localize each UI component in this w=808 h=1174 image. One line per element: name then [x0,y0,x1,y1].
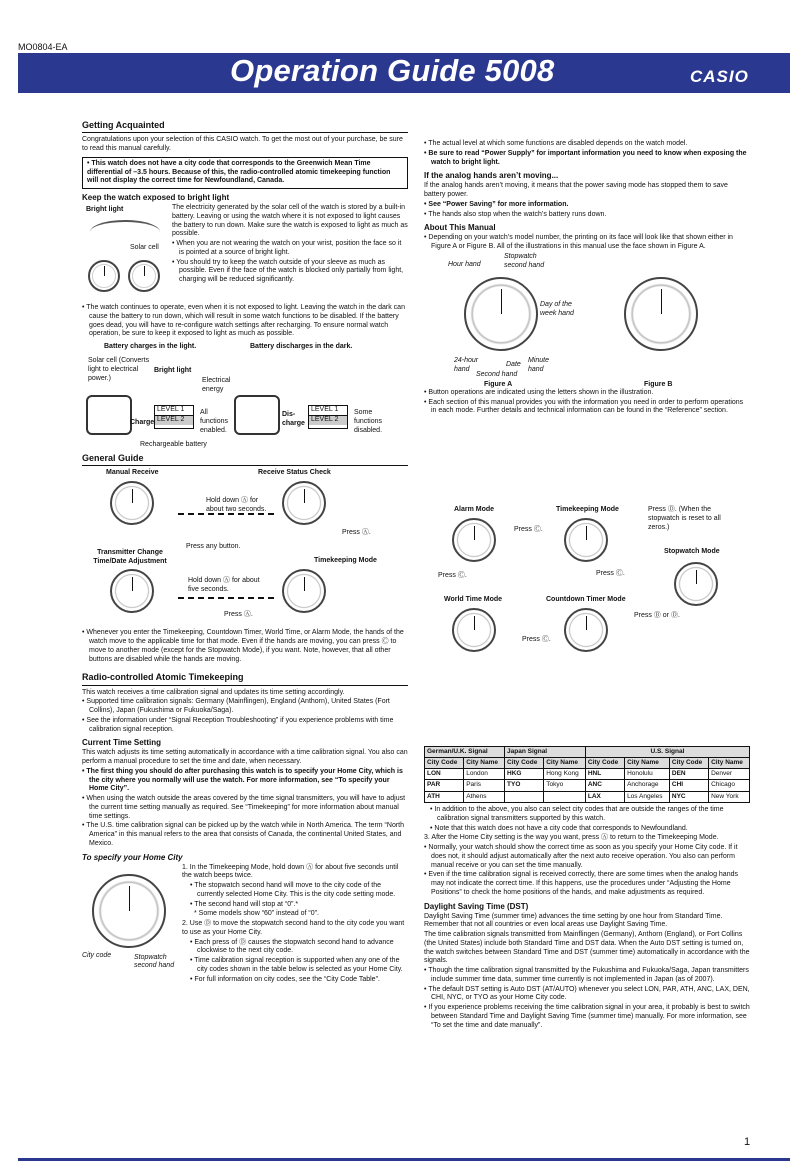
mode-label: Stopwatch Mode [664,548,720,555]
figure-label: City code [82,951,112,959]
table-row [425,780,750,791]
cell [544,791,586,802]
light-figure [82,204,168,304]
wrist-icon [90,220,160,244]
paragraph: If the analog hands aren’t moving, it means that the power saving mode has stopped them to save battery power. [424,182,728,198]
mode-label: Timekeeping Mode [556,506,619,513]
instruction: Press Ⓒ. [514,526,543,533]
left-column [82,120,408,985]
battery-gauge [154,405,194,429]
figure-label: Solar cell [130,244,159,251]
cell: NYC [669,791,708,802]
bullet: • In addition to the above, you also can select city codes that are outside the ranges of the time calibration signal transmitters supported by this watch. [430,806,724,822]
general-guide-figure [82,469,408,629]
battery-gauge [308,405,348,429]
table-header: Japan Signal [505,747,586,758]
bullet: • The actual level at which some functions are disabled depends on the watch model. [424,140,688,147]
figure-label: Electrical energy [202,377,231,393]
paragraph: This watch receives a time calibration signal and updates its time setting accordingly. [82,688,345,696]
page-title: Operation Guide 5008 [230,53,555,88]
arrow [178,513,274,515]
cell: TYO [505,780,544,791]
watch-icon [92,874,166,948]
watch-icon [624,277,698,351]
subheading: About This Manual [424,223,496,233]
watch-icon [128,260,160,292]
bullet: • For full information on city codes, see the “City Code Table”. [190,975,380,983]
bullet: • You should try to keep the watch outside of your sleeve as much as possible. Even if the face of the watch is blocked only partially from light, charging will be reduced significantly. [172,258,404,283]
figure-label: Bright light [154,367,192,374]
col-header: City Code [585,758,624,769]
paragraph: Daylight Saving Time (summer time) advances the time setting by one hour from Standard Time. Remember that not all countries or even local areas use Daylight Saving Time. [424,912,723,929]
figure-label: Bright light [86,206,124,213]
figure-label: Charge [130,419,155,426]
watch-icon [464,277,538,351]
city-table-wrap [424,746,750,803]
watch-icon [110,569,154,613]
arrow [178,597,274,599]
document-code: MO0804-EA [18,42,68,52]
watch-icon [86,395,132,435]
figure-label: Some functions disabled. [354,409,383,434]
cell: Chicago [709,780,750,791]
figure-caption: Figure A [484,380,513,388]
instruction: Press Ⓒ. [596,570,625,577]
cell: HNL [585,769,624,780]
col-header: City Name [625,758,670,769]
mode-label: World Time Mode [444,596,503,603]
cell: Hong Kong [544,769,586,780]
bullet: • The U.S. time calibration signal can be picked up by the watch while in North America. The term “North America” in this manual refers to the area that consists of Canada, the continental United States, and Mexico. [82,822,405,847]
bullet: • Depending on your watch’s model number, the printing on its face will look like that shown either in Figure A or Figure B. All of the illustrations in this manual use the face shown in Figure A. [424,234,733,250]
note-box: • This watch does not have a city code that corresponds to the Greenwich Mean Time differential of –3.5 hours. Because of this, the radio-controlled atomic timekeeping function will not display the correct time for Newfoundland, Canada. [82,157,408,189]
bullet: • Even if the time calibration signal is received correctly, there are some times when the analog hands may not indicate the correct time. If this happens, use the procedures under “Adjusting the Home Positions” to check the home positions of the hands, and make adjustments as required. [424,871,738,896]
step: 2. Use Ⓓ to move the stopwatch second hand to the city code you want to use as your Home City. [182,920,405,936]
col-header: City Name [464,758,505,769]
mode-label: Transmitter Change Time/Date Adjustment [93,549,167,565]
footnote: * Some models show “60” instead of “0”. [194,910,319,918]
bullet: • The hands also stop when the watch’s battery runs down. [424,210,607,218]
figure-label: 24-hour hand [454,356,479,373]
level: LEVEL 1 [155,406,193,416]
subheading: Keep the watch exposed to bright light [82,193,230,202]
instruction: Press Ⓒ. [522,636,551,643]
watch-icon [564,518,608,562]
instruction: Hold down Ⓐ for about two seconds. [206,497,267,513]
watch-icon [452,608,496,652]
bullet: • Normally, your watch should show the correct time as soon as you specify your Home City code. If it does not, it should adjust automatically after the next auto receive operation. You also can perform manual receive or you can set the time manually. [424,844,738,869]
col-header: City Code [669,758,708,769]
figure-label: Minute hand [528,356,550,373]
bullet: • Each press of Ⓓ causes the stopwatch second hand to advance clockwise to the next city code. [190,938,394,955]
page-number: 1 [744,1136,751,1148]
watch-icon [282,481,326,525]
cell: Denver [709,769,750,780]
watch-icon [674,562,718,606]
section-title: General Guide [82,453,408,466]
watch-icon [110,481,154,525]
instruction: Press Ⓒ. [438,572,467,579]
footer-rule [18,1158,790,1161]
mode-diagram [424,506,790,656]
right-column-lower [424,806,750,1031]
subheading: To specify your Home City [82,852,183,862]
mode-label: Timekeeping Mode [314,557,377,565]
cell: Athens [464,791,505,802]
col-header: City Code [425,758,464,769]
level: LEVEL 2 [309,416,347,425]
figure-label: Hour hand [448,260,481,268]
figure-label: Date [506,360,521,368]
cell: LON [425,769,464,780]
paragraph: This watch adjusts its time setting automatically in accordance with a time calibration signal. You also can perform a manual procedure to set the time and date, when necessary. [82,749,408,765]
section-title: Radio-controlled Atomic Timekeeping [82,672,408,685]
paragraph: Congratulations upon your selection of this CASIO watch. To get the most out of your purchase, be sure to read this manual carefully. [82,136,403,152]
bullet: • Note that this watch does not have a city code that corresponds to Newfoundland. [430,824,688,832]
bullet: • The default DST setting is Auto DST (AT/AUTO) whenever you select LON, PAR, ATH, ANC, LAX, DEN, CHI, NYC, or TYO as your Home City code. [424,985,750,1002]
cell: CHI [669,780,708,791]
bullet: • See the information under “Signal Reception Troubleshooting” if you experience problems with time calibration signal reception. [82,716,394,733]
right-column [424,140,750,417]
mode-label: Receive Status Check [258,469,331,477]
bullet: • Though the time calibration signal transmitted by the Fukushima and Fukuoka/Saga, Japan transmitters include summer time data, summer time currently is not implemented in Japan (as of 2007). [424,967,749,983]
step: 1. In the Timekeeping Mode, hold down Ⓐ for about five seconds until the watch beeps twice. [182,863,399,880]
figure-label: All functions enabled. [200,409,229,434]
bullet: • Supported time calibration signals: Germany (Mainflingen), England (Anthorn), United States (Fort Collins), Japan (Fukushima or Fukuoka/Saga). [82,698,390,714]
cell: Paris [464,780,505,791]
mode-label: Alarm Mode [454,506,495,513]
subheading: Current Time Setting [82,738,161,748]
cell: PAR [425,780,464,791]
instruction: Hold down Ⓐ for about five seconds. [188,577,260,593]
cell: New York [709,791,750,802]
bullet: • See “Power Saving” for more information. [424,200,569,208]
level: LEVEL 1 [309,406,347,416]
bullet: • If you experience problems receiving the time calibration signal in your area, it probably is best to switch between Standard Time and Daylight Saving Time (summer time) manually. For more information, see “To set the time and date manually”. [424,1004,750,1029]
cell: ANC [585,780,624,791]
instruction: Press Ⓓ. (When the stopwatch is reset to all zeros.) [648,506,721,531]
bullet: • Each section of this manual provides you with the information you need in order to perform operations in each mode. Further details and technical information can be found in the “Reference” section. [424,398,744,415]
subheading: Daylight Saving Time (DST) [424,901,529,911]
bullet: • Button operations are indicated using the letters shown in the illustration. [424,388,654,396]
col-header: City Name [544,758,586,769]
table-header: U.S. Signal [585,747,749,758]
home-city-figure [82,864,178,974]
city-code-table [424,746,750,803]
instruction: Press Ⓐ. [342,529,371,537]
bullet: • The first thing you should do after purchasing this watch is to specify your Home City, which is the city where you normally will use the watch. For more information, see “To specify your Home City”. [82,767,403,793]
mode-label: Countdown Timer Mode [546,596,626,603]
cell: Los Angeles [625,791,670,802]
cell: London [464,769,505,780]
watch-icon [88,260,120,292]
figure-label: Dis- charge [282,411,305,427]
figure-a-b [424,253,750,389]
cell: DEN [669,769,708,780]
paragraph: The electricity generated by the solar cell of the watch is stored by a built-in battery. Leaving or using the watch where it is not exposed to light causes the battery to run down. Make sure the watch is exposed to light as much as possible. [172,204,408,238]
watch-icon [234,395,280,435]
mode-label: Manual Receive [106,469,159,477]
watch-icon [452,518,496,562]
subheading: If the analog hands aren’t moving... [424,171,559,181]
bullet: • The stopwatch second hand will move to the city code of the currently selected Home City. This is the city code setting mode. [190,882,396,898]
figure-label: Stopwatch second hand [134,953,175,970]
figure-heading: Battery discharges in the dark. [250,343,353,350]
section-title: Getting Acquainted [82,120,408,133]
figure-label: Rechargeable battery [140,441,207,448]
cell: ATH [425,791,464,802]
figure-label: Stopwatch second hand [504,252,545,269]
figure-caption: Figure B [644,380,673,388]
figure-label: Second hand [476,370,518,378]
col-header: City Name [709,758,750,769]
cell: Anchorage [625,780,670,791]
step: 3. After the Home City setting is the way you want, press Ⓐ to return to the Timekeeping Mode. [424,834,719,842]
instruction: Press Ⓐ. [224,611,253,619]
figure-heading: Battery charges in the light. [104,343,197,350]
cell: LAX [585,791,624,802]
col-header: City Code [505,758,544,769]
bullet: • The second hand will stop at “0”.* [190,900,299,908]
watch-icon [282,569,326,613]
bullet: • Time calibration signal reception is supported when any one of the city codes shown in the table below is selected as your Home City. [190,957,403,973]
watch-icon [564,608,608,652]
cell: Tokyo [544,780,586,791]
table-row [425,791,750,802]
bullet: • When you are not wearing the watch on your wrist, position the face so it is pointed at a source of bright light. [172,240,402,256]
cell: HKG [505,769,544,780]
bullet: • The watch continues to operate, even when it is not exposed to light. Leaving the watch in the dark can cause the battery to run down, which will result in some watch functions to be disabled. If the battery goes dead, you will have to re-configure watch settings after recharging. To ensure normal watch operation, be sure to keep it exposed to light as much as possible. [82,304,405,338]
instruction: Press any button. [186,543,241,551]
instruction: Press Ⓑ or Ⓓ. [634,612,680,619]
cell: Honolulu [625,769,670,780]
bullet: • Whenever you enter the Timekeeping, Countdown Timer, World Time, or Alarm Mode, the hands of the watch move to the applicable time for that mode. Even if the hands are moving, you can press Ⓒ to move to another mode (except for the Stopwatch Mode), if you want. Note, however, that all other buttons are disabled while the hands are moving. [82,629,404,663]
figure-label: Solar cell (Converts light to electrical power.) [88,357,150,382]
figure-label: Day of the week hand [540,300,574,317]
cell [505,791,544,802]
table-row [425,769,750,780]
level: LEVEL 2 [155,416,193,425]
bullet: • When using the watch outside the areas covered by the time signal transmitters, you will have to adjust the current time setting manually as required. See “Timekeeping” for more information about manual time settings. [82,795,406,820]
paragraph: The time calibration signals transmitted from Mainflingen (Germany), Anthorn (England), or Fort Collins (the United States) include both Standard Time and DST data. When the Auto DST setting is turned on, the watch switches between Standard Time and DST (summer time) automatically in accordance with the signals. [424,931,750,965]
battery-figure [82,343,408,453]
brand-logo: CASIO [690,67,749,86]
table-header: German/U.K. Signal [425,747,505,758]
bullet: • Be sure to read “Power Supply” for important information you need to know when exposing the watch to bright light. [424,149,747,166]
